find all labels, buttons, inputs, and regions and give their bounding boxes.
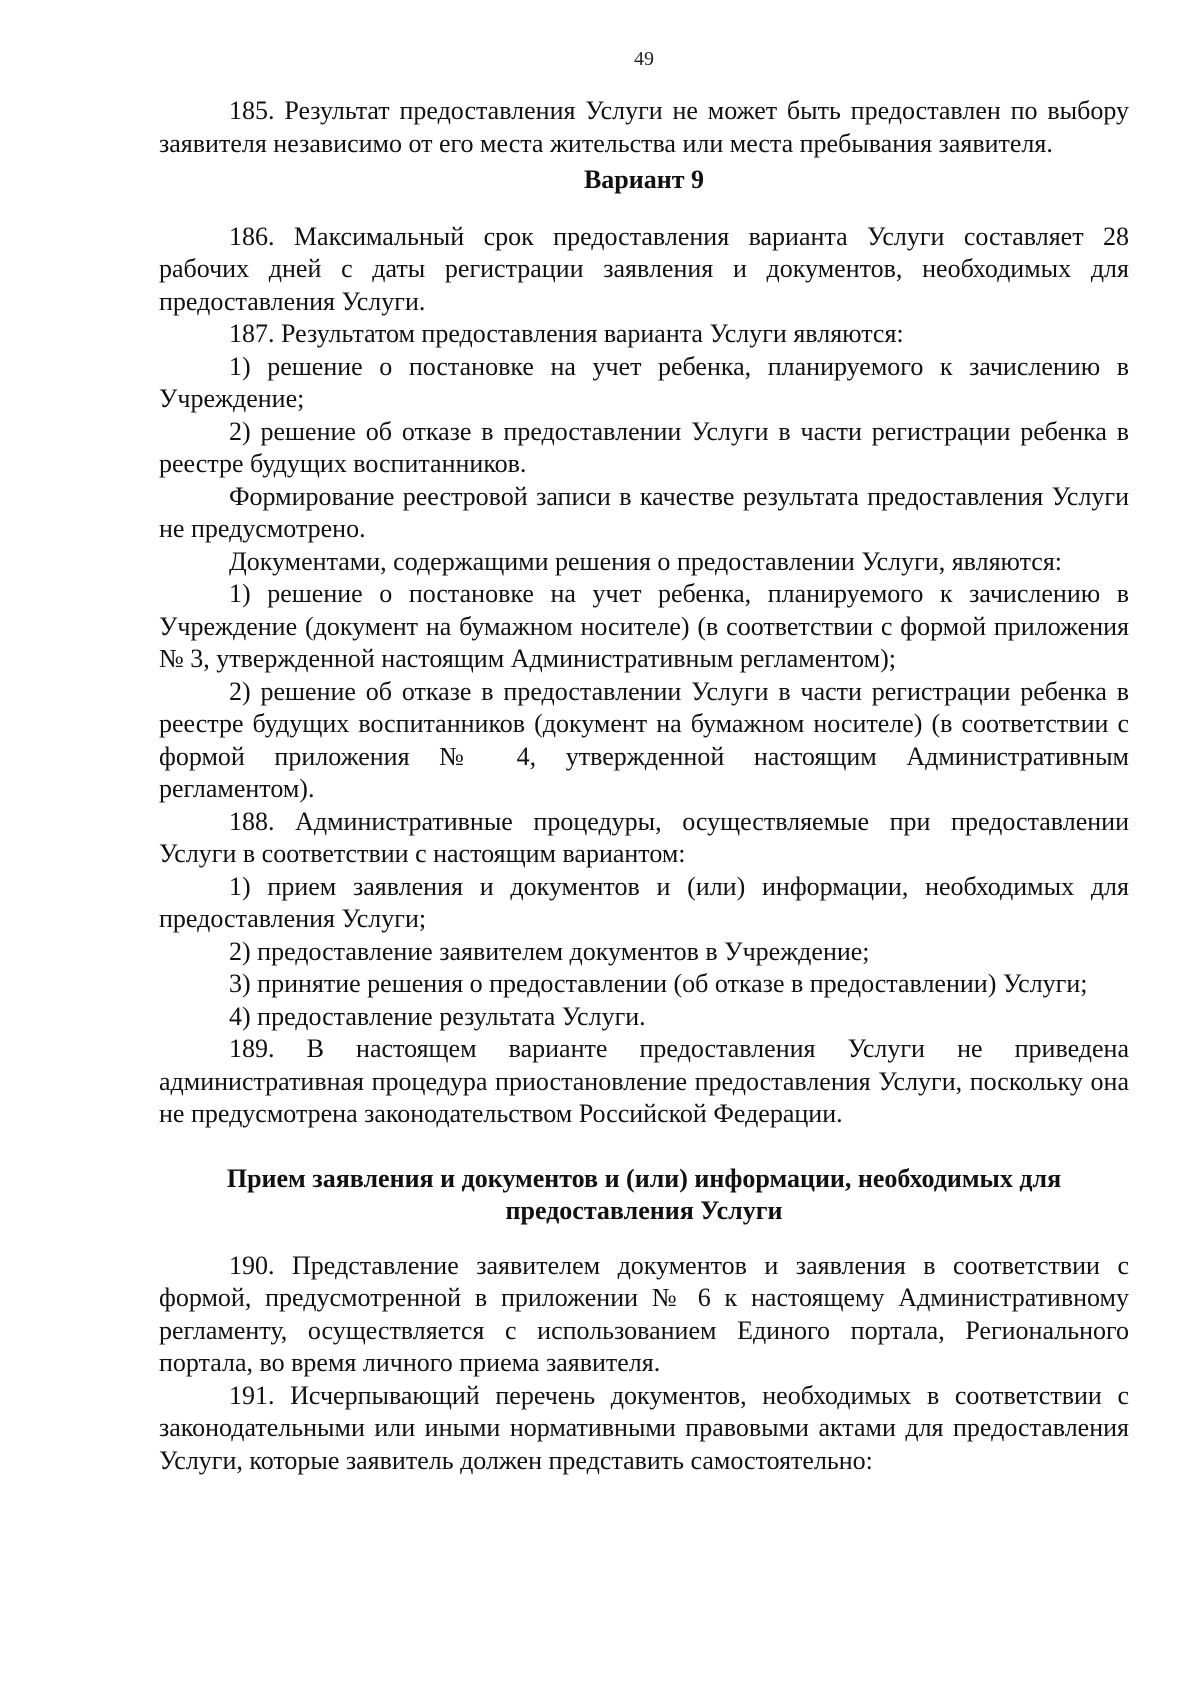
list-item-188-3: 3) принятие решения о предоставлении (об отказе в предоставлении) Услуги; <box>229 969 1088 998</box>
list-item-document-2: 2) решение об отказе в предоставлении Услуги в части регистрации ребенка в реестре будущих воспитанников (документ на бумажном носителе) (в соответствии с формой приложения № 4, утвержденной настоящим Административным регламентом). <box>159 676 1129 803</box>
paragraph-189: 189. В настоящем варианте предоставления Услуги не приведена административная процедура приостановление предоставления Услуги, поскольку она не предусмотрена законодательством Российской Федерации. <box>159 1034 1129 1128</box>
list-item-188-2: 2) предоставление заявителем документов в Учреждение; <box>229 936 870 966</box>
paragraph-registry-record: Формирование реестровой записи в качестве результата предоставления Услуги не предусмотрено. <box>159 481 1129 543</box>
paragraph-190: 190. Представление заявителем документов и заявления в соответствии с формой, предусмотренной в приложении № 6 к настоящему Административному регламенту, осуществляется с использованием Единого портала, Регионального портала, во время личного приема заявителя. <box>159 1250 1129 1377</box>
heading-application-intake: Прием заявления и документов и (или) информации, необходимых для предоставления Услуги <box>226 1163 1062 1225</box>
list-item-187-2: 2) решение об отказе в предоставлении Услуги в части регистрации ребенка в реестре будущих воспитанников. <box>159 416 1129 478</box>
list-item-187-1: 1) решение о постановке на учет ребенка, планируемого к зачислению в Учреждение; <box>159 351 1129 413</box>
paragraph-187: 187. Результатом предоставления варианта Услуги являются: <box>229 319 904 348</box>
document-page <box>159 48 1129 1477</box>
list-item-document-1: 1) решение о постановке на учет ребенка, планируемого к зачислению в Учреждение (документ на бумажном носителе) (в соответствии с формой приложения № 3, утвержденной настоящим Административным регламентом); <box>159 579 1129 673</box>
heading-variant-9: Вариант 9 <box>583 165 705 194</box>
paragraph-decision-documents: Документами, содержащими решения о предоставлении Услуги, являются: <box>229 546 1063 576</box>
list-item-188-1: 1) прием заявления и документов и (или) информации, необходимых для предоставления Услуги; <box>159 871 1129 933</box>
paragraph-188: 188. Административные процедуры, осуществляемые при предоставлении Услуги в соответствии с настоящим вариантом: <box>159 806 1129 868</box>
paragraph-186: 186. Максимальный срок предоставления варианта Услуги составляет 28 рабочих дней с даты регистрации заявления и документов, необходимых для предоставления Услуги. <box>159 221 1129 316</box>
page-number: 49 <box>634 48 654 70</box>
list-item-188-4: 4) предоставление результата Услуги. <box>229 1001 646 1031</box>
paragraph-185: 185. Результат предоставления Услуги не может быть предоставлен по выбору заявителя независимо от его места жительства или места пребывания заявителя. <box>159 96 1129 158</box>
paragraph-191: 191. Исчерпывающий перечень документов, необходимых в соответствии с законодательными или иными нормативными правовыми актами для предоставления Услуги, которые заявитель должен представить самостоятельно: <box>159 1380 1129 1475</box>
